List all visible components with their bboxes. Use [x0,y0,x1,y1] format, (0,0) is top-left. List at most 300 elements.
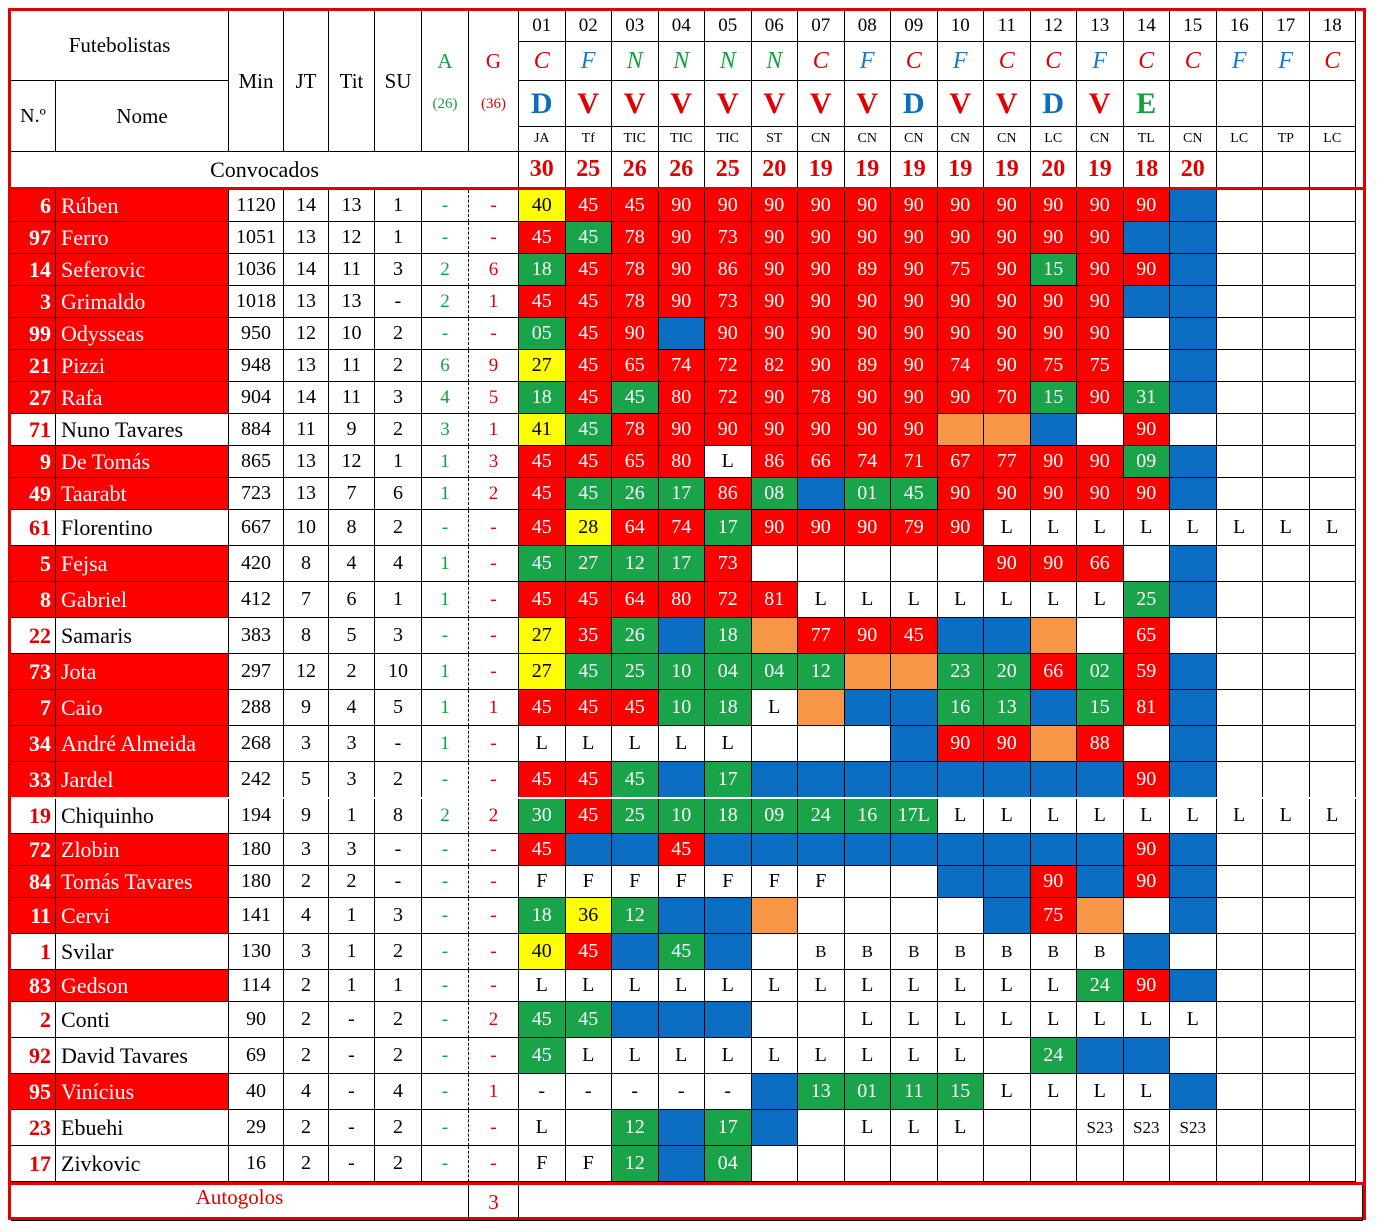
match-minutes-cell [798,1146,845,1182]
match-minutes-cell [612,834,659,866]
player-subs: 3 [375,254,422,286]
player-starts: 12 [329,222,375,254]
match-minutes-cell: B [798,934,845,970]
match-minutes-cell: L [1310,510,1357,546]
match-minutes-cell [938,898,985,934]
convocados-label: Convocados [11,152,519,188]
player-minutes: 29 [229,1110,284,1146]
match-minutes-cell: L [798,582,845,618]
match-minutes-cell [1170,898,1217,934]
player-minutes: 194 [229,798,284,834]
match-minutes-cell: 20 [984,654,1031,690]
match-minutes-cell [705,898,752,934]
match-venue: C [1031,42,1078,81]
match-minutes-cell [845,898,892,934]
player-starts: 10 [329,318,375,350]
match-minutes-cell: 74 [845,446,892,478]
match-minutes-cell [1170,446,1217,478]
player-games: 8 [284,546,329,582]
match-minutes-cell: 45 [519,1038,566,1074]
match-competition: TL [1124,127,1171,152]
match-minutes-cell: 90 [798,222,845,254]
match-minutes-cell [705,834,752,866]
match-minutes-cell: L [984,582,1031,618]
player-number: 2 [11,1002,56,1038]
player-minutes: 268 [229,726,284,762]
player-minutes: 412 [229,582,284,618]
match-minutes-cell: 16 [938,690,985,726]
match-minutes-cell: 78 [612,286,659,318]
match-minutes-cell [891,1146,938,1182]
match-minutes-cell: L [1217,510,1264,546]
match-competition: Tf [566,127,613,152]
match-minutes-cell: L [705,446,752,478]
match-minutes-cell: 45 [612,190,659,222]
player-minutes: 383 [229,618,284,654]
match-minutes-cell: 45 [566,190,613,222]
match-minutes-cell: 90 [659,286,706,318]
match-minutes-cell [1310,382,1357,414]
match-minutes-cell: L [845,1038,892,1074]
match-minutes-cell [984,866,1031,898]
match-minutes-cell: 65 [1124,618,1171,654]
player-games: 9 [284,690,329,726]
match-minutes-cell [1263,1038,1310,1074]
match-minutes-cell: 40 [519,190,566,222]
match-minutes-cell: 45 [566,222,613,254]
player-goals: - [469,190,519,222]
player-games: 13 [284,478,329,510]
player-name: Tomás Tavares [56,866,229,898]
match-minutes-cell: L [938,970,985,1002]
match-minutes-cell: 26 [612,618,659,654]
match-result: D [891,81,938,127]
match-minutes-cell [1077,1038,1124,1074]
player-number: 34 [11,726,56,762]
match-minutes-cell [1124,222,1171,254]
match-minutes-cell: 90 [938,318,985,350]
match-minutes-cell [1217,350,1264,382]
player-minutes: 180 [229,866,284,898]
player-goals: - [469,898,519,934]
player-goals: - [469,618,519,654]
match-minutes-cell: F [566,866,613,898]
header-su: SU [375,11,422,152]
match-minutes-cell: 75 [1077,350,1124,382]
player-assists: 2 [422,286,469,318]
match-minutes-cell: 90 [798,190,845,222]
match-minutes-cell: 66 [1077,546,1124,582]
match-minutes-cell: 27 [519,654,566,690]
match-minutes-cell [1124,898,1171,934]
match-minutes-cell: 90 [752,318,799,350]
match-minutes-cell: L [1031,510,1078,546]
match-minutes-cell: 08 [752,478,799,510]
match-minutes-cell: 81 [1124,690,1171,726]
match-venue: C [1310,42,1357,81]
match-minutes-cell: L [1124,1002,1171,1038]
match-minutes-cell [1217,190,1264,222]
player-number: 8 [11,582,56,618]
match-minutes-cell: 45 [566,654,613,690]
player-starts: 8 [329,510,375,546]
match-minutes-cell [1170,546,1217,582]
match-minutes-cell: 45 [519,222,566,254]
match-minutes-cell [1310,898,1357,934]
match-minutes-cell [1170,690,1217,726]
player-starts: 2 [329,866,375,898]
match-minutes-cell [798,898,845,934]
match-minutes-cell: 90 [1031,478,1078,510]
match-minutes-cell [1310,866,1357,898]
match-minutes-cell: 17 [659,478,706,510]
match-minutes-cell: 18 [519,254,566,286]
match-minutes-cell [1170,350,1217,382]
match-minutes-cell [1217,726,1264,762]
player-assists: - [422,1074,469,1110]
player-goals: 3 [469,446,519,478]
match-minutes-cell: 75 [938,254,985,286]
match-minutes-cell [1263,618,1310,654]
player-games: 14 [284,254,329,286]
match-minutes-cell [845,762,892,798]
match-minutes-cell: 64 [612,510,659,546]
match-minutes-cell [1263,414,1310,446]
match-minutes-cell: 09 [752,798,799,834]
match-minutes-cell [752,898,799,934]
match-minutes-cell [1031,834,1078,866]
match-minutes-cell: 90 [891,222,938,254]
match-minutes-cell [1310,834,1357,866]
player-subs: 10 [375,654,422,690]
player-goals: 2 [469,798,519,834]
match-minutes-cell [938,866,985,898]
player-name: David Tavares [56,1038,229,1074]
player-goals: - [469,546,519,582]
header-num: N.º [11,81,56,152]
header-g-label: G [485,49,502,73]
match-minutes-cell: L [1217,798,1264,834]
match-minutes-cell: L [984,510,1031,546]
match-minutes-cell [1217,318,1264,350]
match-minutes-cell [705,934,752,970]
match-minutes-cell [938,618,985,654]
match-minutes-cell: B [984,934,1031,970]
match-minutes-cell: 90 [984,318,1031,350]
player-starts: 7 [329,478,375,510]
match-minutes-cell [1263,1110,1310,1146]
player-goals: - [469,222,519,254]
match-minutes-cell [1217,478,1264,510]
match-minutes-cell: 90 [1077,286,1124,318]
match-minutes-cell: 17 [659,546,706,582]
match-minutes-cell [984,1038,1031,1074]
match-minutes-cell [1217,446,1264,478]
header-a [422,11,469,152]
player-assists: 2 [422,798,469,834]
match-minutes-cell [1263,898,1310,934]
match-minutes-cell [659,618,706,654]
autogolos-label: Autogolos [11,1185,469,1221]
match-minutes-cell: 45 [566,934,613,970]
match-minutes-cell [1077,618,1124,654]
match-minutes-cell: 01 [845,1074,892,1110]
match-minutes-cell: 90 [1031,190,1078,222]
match-minutes-cell: 27 [519,618,566,654]
match-competition: TIC [659,127,706,152]
match-minutes-cell [1310,190,1357,222]
match-minutes-cell: L [752,970,799,1002]
match-minutes-cell: 90 [752,222,799,254]
match-minutes-cell: 36 [566,898,613,934]
match-minutes-cell: 45 [519,286,566,318]
player-minutes: 114 [229,970,284,1002]
match-minutes-cell [1310,350,1357,382]
match-minutes-cell [1263,190,1310,222]
match-minutes-cell: L [938,1002,985,1038]
match-minutes-cell [1170,1074,1217,1110]
match-minutes-cell [1310,970,1357,1002]
player-goals: - [469,318,519,350]
player-starts: 13 [329,286,375,318]
match-minutes-cell: 40 [519,934,566,970]
player-name: Zlobin [56,834,229,866]
header-min: Min [229,11,284,152]
match-minutes-cell: 73 [705,222,752,254]
match-minutes-cell [984,414,1031,446]
match-minutes-cell: 90 [705,318,752,350]
match-round: 17 [1263,11,1310,42]
player-name: Svilar [56,934,229,970]
match-minutes-cell: 17 [705,1110,752,1146]
player-minutes: 16 [229,1146,284,1182]
match-minutes-cell [798,1110,845,1146]
player-assists: 6 [422,350,469,382]
match-minutes-cell: 15 [1031,382,1078,414]
match-venue: C [984,42,1031,81]
match-minutes-cell: L [938,582,985,618]
match-minutes-cell [1031,414,1078,446]
match-minutes-cell: 12 [798,654,845,690]
match-minutes-cell [1170,478,1217,510]
match-minutes-cell [1217,866,1264,898]
match-minutes-cell [1263,834,1310,866]
match-minutes-cell: B [1077,934,1124,970]
player-name: Vinícius [56,1074,229,1110]
match-competition: TIC [612,127,659,152]
match-minutes-cell: L [1077,798,1124,834]
match-minutes-cell: 04 [752,654,799,690]
match-minutes-cell: 45 [519,546,566,582]
player-games: 2 [284,866,329,898]
player-minutes: 130 [229,934,284,970]
player-starts: 13 [329,190,375,222]
match-minutes-cell: L [1031,1074,1078,1110]
player-assists: - [422,222,469,254]
match-minutes-cell: L [705,1038,752,1074]
match-minutes-cell: L [798,1038,845,1074]
match-minutes-cell [984,1110,1031,1146]
match-result: V [1077,81,1124,127]
match-minutes-cell: 27 [519,350,566,382]
match-minutes-cell: L [984,970,1031,1002]
match-minutes-cell: 90 [1077,318,1124,350]
match-minutes-cell [1217,414,1264,446]
match-minutes-cell: 90 [705,190,752,222]
player-starts: 12 [329,446,375,478]
match-minutes-cell: L [984,798,1031,834]
match-minutes-cell: 80 [659,582,706,618]
player-name: Pizzi [56,350,229,382]
match-minutes-cell: 90 [845,190,892,222]
match-minutes-cell: 45 [519,762,566,798]
match-minutes-cell: 15 [938,1074,985,1110]
match-result: D [1031,81,1078,127]
match-minutes-cell [1170,582,1217,618]
match-round: 18 [1310,11,1357,42]
match-result: V [845,81,892,127]
match-minutes-cell: 90 [891,318,938,350]
player-number: 92 [11,1038,56,1074]
match-minutes-cell: 45 [891,478,938,510]
match-minutes-cell: 90 [798,286,845,318]
match-minutes-cell [1263,1074,1310,1110]
player-assists: - [422,510,469,546]
player-assists: - [422,1038,469,1074]
player-goals: - [469,1110,519,1146]
match-minutes-cell [938,762,985,798]
match-minutes-cell [659,318,706,350]
match-minutes-cell: 90 [1124,762,1171,798]
match-minutes-cell [938,1146,985,1182]
match-squad-count: 26 [659,152,706,188]
match-minutes-cell [1170,382,1217,414]
match-minutes-cell: 88 [1077,726,1124,762]
match-minutes-cell: 45 [566,690,613,726]
player-starts: 4 [329,546,375,582]
match-minutes-cell [1124,1038,1171,1074]
match-minutes-cell: 90 [752,382,799,414]
player-subs: 8 [375,798,422,834]
match-minutes-cell: 90 [984,254,1031,286]
match-minutes-cell: 90 [1031,286,1078,318]
player-name: Taarabt [56,478,229,510]
player-name: Jota [56,654,229,690]
match-minutes-cell: 17 [705,510,752,546]
match-minutes-cell: 65 [612,350,659,382]
player-assists: - [422,318,469,350]
match-minutes-cell: F [752,866,799,898]
match-minutes-cell: 18 [705,618,752,654]
match-venue: C [891,42,938,81]
match-minutes-cell: L [612,726,659,762]
player-minutes: 180 [229,834,284,866]
match-minutes-cell: 90 [1077,446,1124,478]
match-minutes-cell: L [1124,798,1171,834]
player-minutes: 90 [229,1002,284,1038]
match-minutes-cell: 90 [1077,222,1124,254]
match-minutes-cell [1031,690,1078,726]
player-starts: 4 [329,690,375,726]
match-minutes-cell: 74 [938,350,985,382]
player-number: 3 [11,286,56,318]
player-minutes: 242 [229,762,284,798]
match-minutes-cell [1031,1146,1078,1182]
match-minutes-cell [1217,286,1264,318]
match-minutes-cell: 25 [1124,582,1171,618]
match-minutes-cell [659,1002,706,1038]
match-minutes-cell [891,866,938,898]
match-minutes-cell: 45 [659,834,706,866]
match-minutes-cell: L [1031,798,1078,834]
match-minutes-cell [891,690,938,726]
match-result: V [752,81,799,127]
match-minutes-cell: 45 [566,382,613,414]
match-minutes-cell: S23 [1077,1110,1124,1146]
match-minutes-cell [1310,1074,1357,1110]
match-minutes-cell: L [845,1002,892,1038]
match-minutes-cell: 78 [612,254,659,286]
match-minutes-cell [1217,618,1264,654]
header-g [469,11,519,152]
player-number: 21 [11,350,56,382]
match-minutes-cell: 12 [612,1110,659,1146]
match-minutes-cell: 80 [659,382,706,414]
player-minutes: 1051 [229,222,284,254]
player-name: Samaris [56,618,229,654]
match-venue: N [612,42,659,81]
player-assists: 1 [422,546,469,582]
match-minutes-cell: S23 [1170,1110,1217,1146]
player-goals: - [469,582,519,618]
player-assists: - [422,190,469,222]
match-minutes-cell [1310,318,1357,350]
player-minutes: 865 [229,446,284,478]
player-games: 14 [284,382,329,414]
player-starts: 2 [329,654,375,690]
match-minutes-cell: L [891,1038,938,1074]
match-minutes-cell: 10 [659,690,706,726]
player-subs: - [375,834,422,866]
match-minutes-cell [1124,286,1171,318]
match-minutes-cell [752,1074,799,1110]
match-competition: TP [1263,127,1310,152]
match-venue: N [659,42,706,81]
player-assists: - [422,1002,469,1038]
match-result [1170,81,1217,127]
player-goals: - [469,834,519,866]
player-minutes: 69 [229,1038,284,1074]
match-minutes-cell [1124,546,1171,582]
match-result: V [798,81,845,127]
match-minutes-cell: 90 [891,350,938,382]
match-minutes-cell: 75 [1031,898,1078,934]
player-name: Rafa [56,382,229,414]
match-round: 04 [659,11,706,42]
match-round: 09 [891,11,938,42]
player-number: 6 [11,190,56,222]
match-minutes-cell: L [1170,1002,1217,1038]
match-minutes-cell: 45 [519,478,566,510]
match-minutes-cell [1217,1146,1264,1182]
match-minutes-cell [1263,970,1310,1002]
match-minutes-cell: 90 [938,382,985,414]
player-starts: 1 [329,970,375,1002]
match-competition: TIC [705,127,752,152]
match-minutes-cell [752,546,799,582]
autogolos-empty [519,1185,1363,1221]
player-assists: - [422,762,469,798]
